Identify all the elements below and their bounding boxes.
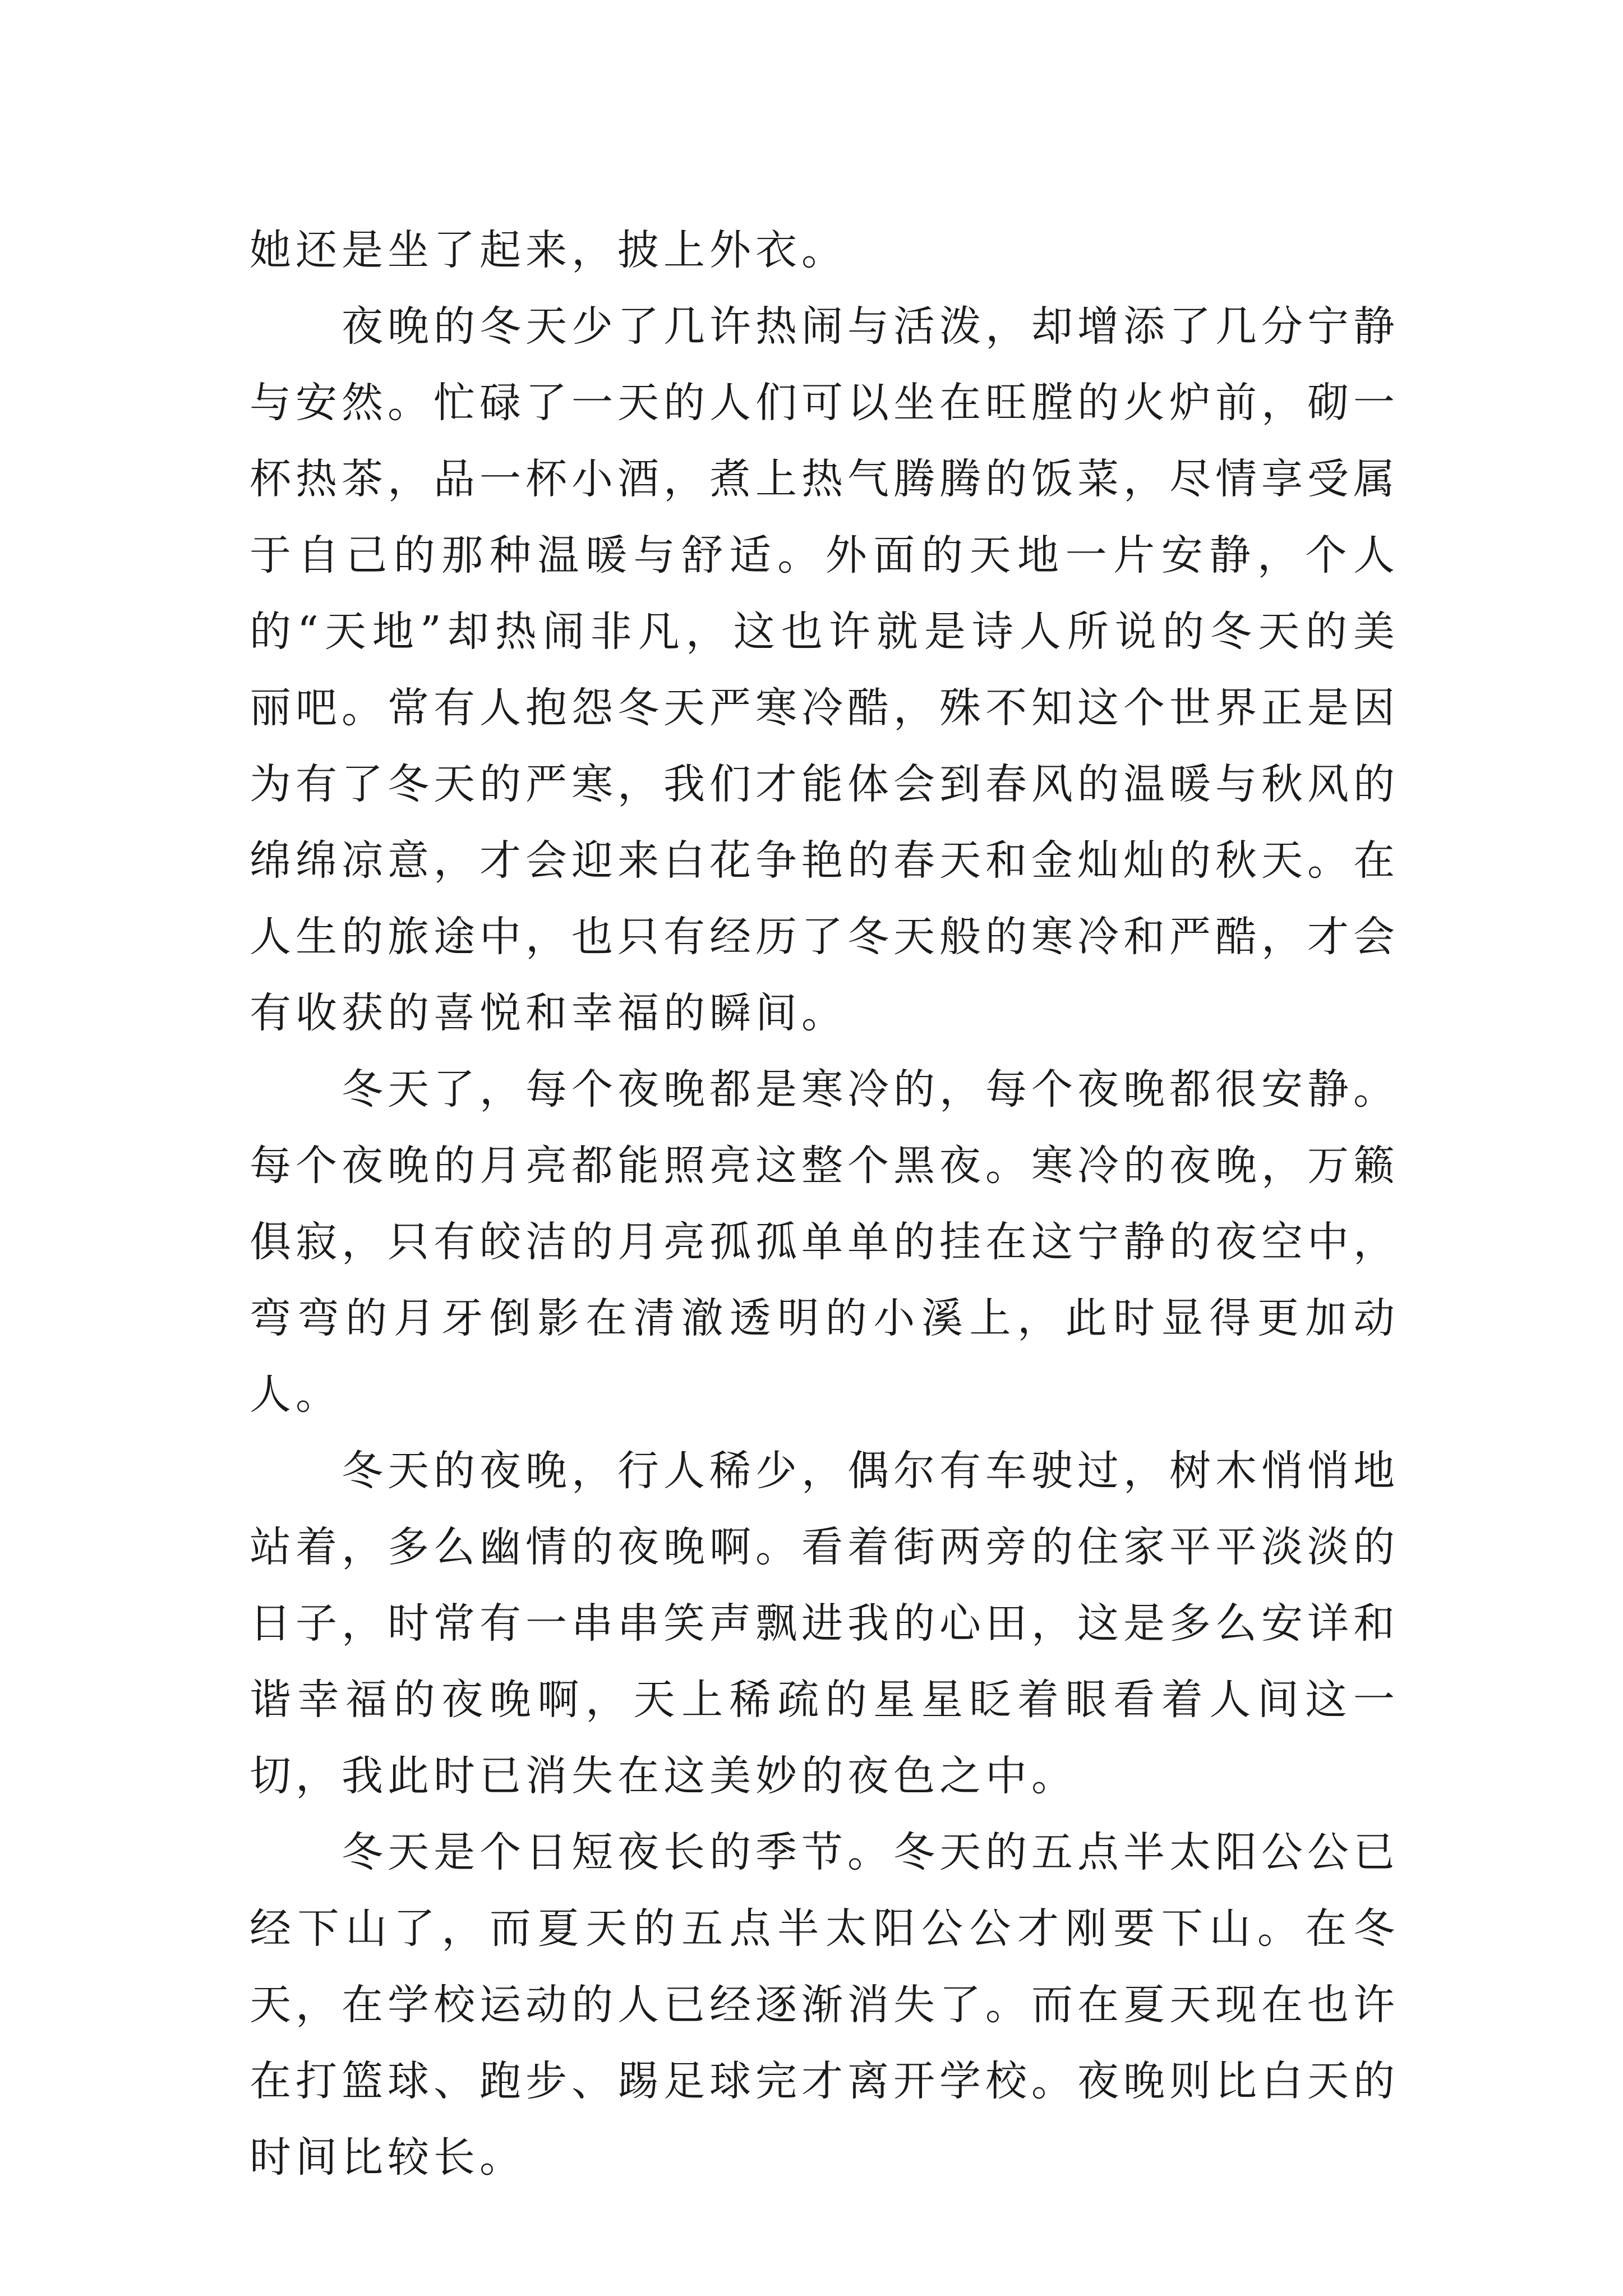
- paragraph-1: 她还是坐了起来，披上外衣。: [250, 226, 847, 274]
- document-body: [250, 212, 1399, 2196]
- paragraph-5: 冬天是个日短夜长的季节。冬天的五点半太阳公公已经下山了，而夏天的五点半太阳公公才刚要下山。在冬天，在学校运动的人已经逐渐消失了。而在夏天现在也许在打篮球、跑步、踢足球完才离开学校。夜晚则比白天的时间比较长。: [250, 1828, 1399, 2182]
- paragraph-3: 冬天了，每个夜晚都是寒冷的，每个夜晚都很安静。每个夜晚的月亮都能照亮这整个黑夜。寒冷的夜晚，万籁俱寂，只有皎洁的月亮孤孤单单的挂在这宁静的夜空中，弯弯的月牙倒影在清澈透明的小溪上，此时显得更加动人。: [250, 1065, 1399, 1419]
- paragraph-2: 夜晚的冬天少了几许热闹与活泼，却增添了几分宁静与安然。忙碌了一天的人们可以坐在旺膛的火炉前，砌一杯热茶，品一杯小酒，煮上热气腾腾的饭菜，尽情享受属于自己的那种温暖与舒适。外面的天地一片安静，个人的“天地”却热闹非凡，这也许就是诗人所说的冬天的美丽吧。常有人抱怨冬天严寒冷酷，殊不知这个世界正是因为有了冬天的严寒，我们才能体会到春风的温暖与秋风的绵绵凉意，才会迎来白花争艳的春天和金灿灿的秋天。在人生的旅途中，也只有经历了冬天般的寒冷和严酷，才会有收获的喜悦和幸福的瞬间。: [250, 302, 1399, 1037]
- paragraph-4: 冬天的夜晚，行人稀少，偶尔有车驶过，树木悄悄地站着，多么幽情的夜晚啊。看着街两旁的住家平平淡淡的日子，时常有一串串笑声飘进我的心田，这是多么安详和谐幸福的夜晚啊，天上稀疏的星星眨着眼看着人间这一切，我此时已消失在这美妙的夜色之中。: [250, 1447, 1399, 1800]
